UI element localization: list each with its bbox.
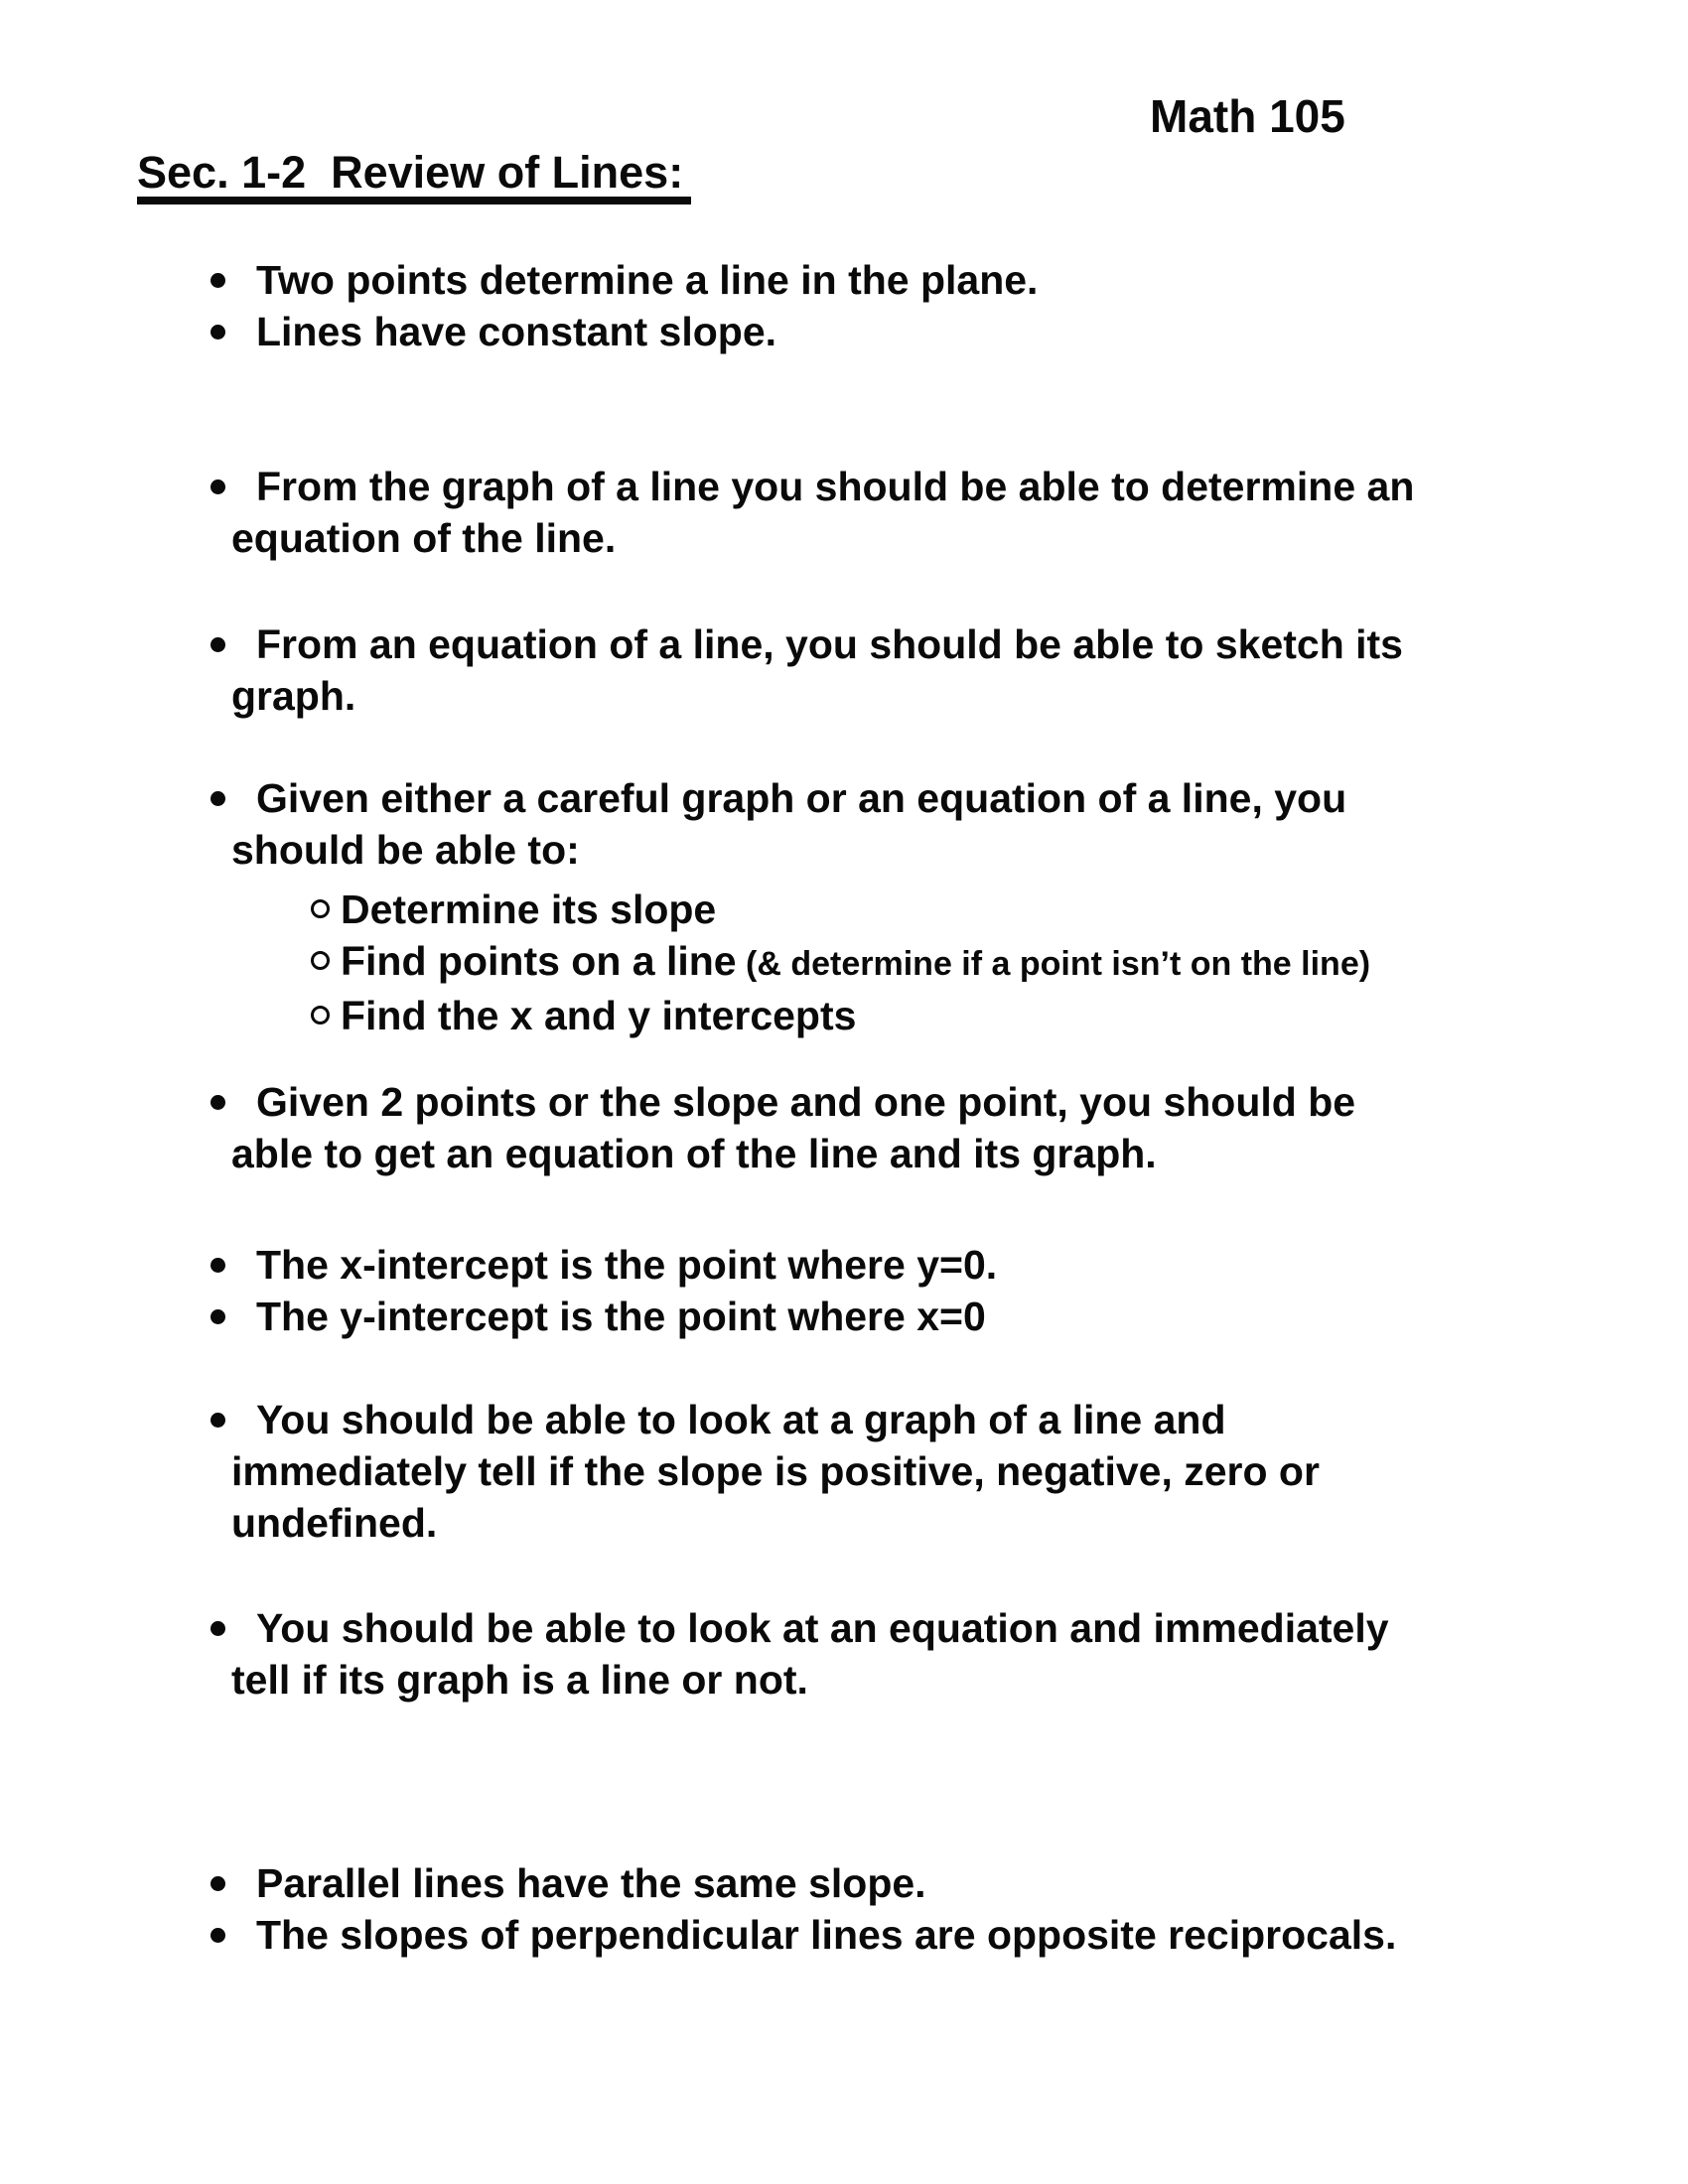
- text: Find points on a line: [341, 938, 737, 984]
- circle-bullet-icon: [311, 1006, 330, 1024]
- text: immediately tell if the slope is positive, negative, zero or: [231, 1448, 1320, 1494]
- list-item: [231, 1857, 1688, 1909]
- list-item: [231, 254, 1688, 306]
- text: From the graph of a line you should be able to determine an: [256, 464, 1415, 509]
- text: Find the x and y intercepts: [341, 993, 857, 1038]
- text-line: [341, 884, 1688, 935]
- list-item: [231, 1076, 1688, 1179]
- text-line: [231, 1445, 1688, 1497]
- text: You should be able to look at an equation and immediately: [256, 1605, 1389, 1651]
- text: Given 2 points or the slope and one point, you should be: [256, 1079, 1356, 1125]
- section-heading: Sec. 1-2 Review of Lines:: [137, 149, 691, 205]
- disc-bullet-icon: [211, 1928, 225, 1943]
- text-line: [231, 1128, 1688, 1179]
- text: able to get an equation of the line and its graph.: [231, 1131, 1157, 1176]
- bullet-group: [0, 1857, 1688, 1961]
- text-line: [231, 306, 1688, 357]
- disc-bullet-icon: [211, 1309, 225, 1324]
- text: Two points determine a line in the plane.: [256, 257, 1039, 303]
- text-line: [231, 1654, 1688, 1706]
- bullet-group: [0, 1076, 1688, 1179]
- text: graph.: [231, 673, 356, 719]
- parenthetical-note: (& determine if a point isn’t on the line): [736, 945, 1371, 983]
- circle-bullet-icon: [311, 951, 330, 970]
- text: equation of the line.: [231, 515, 617, 561]
- text: undefined.: [231, 1500, 438, 1546]
- text: tell if its graph is a line or not.: [231, 1657, 808, 1703]
- bullet-group: [0, 618, 1688, 722]
- text-line: [231, 1602, 1688, 1654]
- list-item: [231, 1602, 1688, 1706]
- list-item: [231, 618, 1688, 722]
- sub-list-item: [341, 884, 1688, 935]
- text: Lines have constant slope.: [256, 309, 777, 354]
- sub-list-item: [341, 935, 1688, 990]
- disc-bullet-icon: [211, 637, 225, 652]
- text: The x-intercept is the point where y=0.: [256, 1242, 998, 1288]
- disc-bullet-icon: [211, 273, 225, 288]
- circle-bullet-icon: [311, 899, 330, 918]
- text-line: [231, 772, 1688, 824]
- text-line: [231, 1909, 1688, 1961]
- disc-bullet-icon: [211, 479, 225, 494]
- text: should be able to:: [231, 827, 580, 873]
- text: The y-intercept is the point where x=0: [256, 1294, 986, 1339]
- text-line: [231, 1291, 1688, 1342]
- list-item: [231, 461, 1688, 564]
- disc-bullet-icon: [211, 1258, 225, 1273]
- text-line: [231, 254, 1688, 306]
- text: The slopes of perpendicular lines are opposite reciprocals.: [256, 1912, 1397, 1958]
- text-line: [231, 1857, 1688, 1909]
- text: You should be able to look at a graph of a line and: [256, 1397, 1226, 1442]
- list-item: [231, 1909, 1688, 1961]
- sub-list-item: [341, 990, 1688, 1041]
- text-line: [231, 1239, 1688, 1291]
- text-line: [231, 670, 1688, 722]
- bullet-group: [0, 1394, 1688, 1549]
- text-line: [231, 512, 1688, 564]
- list-item: [231, 1291, 1688, 1342]
- disc-bullet-icon: [211, 1876, 225, 1891]
- text-line: [231, 1394, 1688, 1445]
- course-label: Math 105: [1150, 90, 1345, 142]
- text-line: [231, 1076, 1688, 1128]
- list-item: [231, 1239, 1688, 1291]
- text-line: [231, 461, 1688, 512]
- text-line: [341, 990, 1688, 1041]
- text: Determine its slope: [341, 887, 717, 932]
- list-item: [231, 306, 1688, 357]
- text: Parallel lines have the same slope.: [256, 1860, 926, 1906]
- disc-bullet-icon: [211, 791, 225, 806]
- disc-bullet-icon: [211, 1621, 225, 1636]
- text-line: [231, 1497, 1688, 1549]
- bullet-group: [0, 1602, 1688, 1706]
- text-line: [341, 935, 1688, 990]
- text-line: [231, 618, 1688, 670]
- disc-bullet-icon: [211, 325, 225, 340]
- text-line: [231, 824, 1688, 876]
- bullet-group: [0, 461, 1688, 564]
- list-item: [231, 1394, 1688, 1549]
- disc-bullet-icon: [211, 1095, 225, 1110]
- bullet-group: [0, 254, 1688, 357]
- bullet-group: [0, 772, 1688, 1041]
- text: Given either a careful graph or an equation of a line, you: [256, 775, 1347, 821]
- list-item: [231, 772, 1688, 876]
- bullet-group: [0, 1239, 1688, 1342]
- disc-bullet-icon: [211, 1413, 225, 1428]
- text: From an equation of a line, you should be able to sketch its: [256, 621, 1403, 667]
